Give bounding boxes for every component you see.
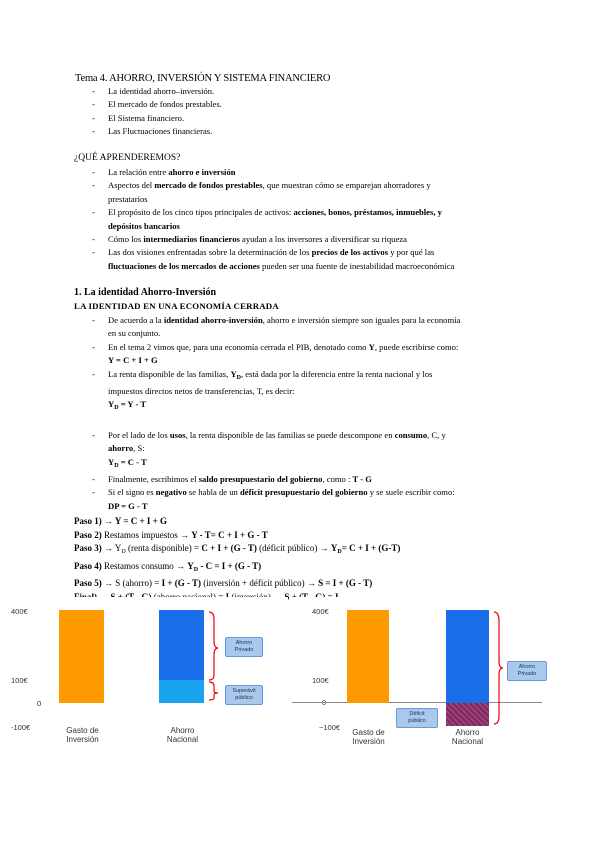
y-tick-label: 400€ bbox=[312, 607, 329, 616]
list-item: - En el tema 2 vimos que, para una economía cerrada el PIB, denotado como Y, puede escribirse como: Y = C + I + G bbox=[92, 341, 459, 366]
brace-icon bbox=[492, 611, 504, 727]
list-item: - Por el lado de los usos, la renta disponible de las familias se puede descompone en consumo, C, y ahorro, S: $Y_D = C - T$ bbox=[92, 429, 446, 469]
annotation-superavit: Superávit público bbox=[225, 685, 263, 705]
list-item: - El propósito de los cinco tipos principales de activos: acciones, bonos, préstamos, inmuebles, y depósitos bancarios bbox=[92, 207, 442, 231]
list-item: - La relación entre ahorro e inversión bbox=[92, 167, 236, 177]
list-item: - El Sistema financiero. bbox=[92, 112, 185, 123]
topics-list bbox=[75, 85, 222, 139]
step-5: Paso 5) → S (ahorro) = I + (G - T) (inversión + déficit público) → S = I + (G - T) bbox=[74, 578, 373, 589]
page-title: Tema 4. AHORRO, INVERSIÓN Y SISTEMA FINANCIERO bbox=[75, 73, 331, 84]
annotation-ahorro-privado: Ahorro Privado bbox=[225, 637, 263, 657]
list-item: - De acuerdo a la identidad ahorro-inversión, ahorro e inversión siempre son iguales para la economía en su conjunto. bbox=[92, 315, 461, 339]
y-tick-label: −100€ bbox=[319, 723, 341, 732]
bar-gasto-inversion bbox=[59, 610, 104, 703]
step-4: Paso 4) Restamos consumo → $Y_D - C = I + (G - T)$ bbox=[74, 560, 262, 573]
brace-icon bbox=[207, 611, 219, 701]
bar-ahorro-privado bbox=[446, 610, 489, 703]
list-item: - La renta disponible de las familias, $Y_D$, está dada por la diferencia entre la renta nacional y los impuestos directos netos de transferencias, T, es decir: $Y_D = Y - T$ bbox=[92, 368, 433, 412]
derivation-steps bbox=[74, 515, 400, 605]
bar-deficit-publico bbox=[446, 703, 489, 726]
list-item: - Las dos visiones enfrentadas sobre la determinación de los precios de los activos y por qué las fluctuaciones de los mercados de acciones pueden ser una fuente de inestabilidad macroeconómica bbox=[92, 247, 455, 271]
list-item: - Cómo los intermediarios financieros ayudan a los inversores a diversificar su riqueza bbox=[92, 234, 407, 245]
x-category-label: Ahorro Nacional bbox=[451, 728, 484, 746]
x-axis-baseline bbox=[292, 702, 542, 703]
bar-gasto-inversion bbox=[347, 610, 389, 703]
y-tick-label: 100€ bbox=[312, 676, 329, 685]
list-item: - Si el signo es negativo se habla de un déficit presupuestario del gobierno y se suele escribir como: DP = G - T bbox=[92, 487, 455, 511]
section-heading: 1. La identidad Ahorro-Inversión bbox=[74, 287, 217, 298]
list-item: - Las Fluctuaciones financieras. bbox=[92, 126, 213, 137]
section-subheading: LA IDENTIDAD EN UNA ECONOMÍA CERRADA bbox=[74, 301, 279, 311]
x-category-label: Gasto de Inversión bbox=[66, 726, 99, 744]
y-tick-label: 0 bbox=[37, 699, 42, 708]
bar-ahorro-privado bbox=[159, 610, 204, 680]
learn-heading: ¿QUÉ APRENDEREMOS? bbox=[74, 153, 181, 163]
x-category-label: Ahorro Nacional bbox=[166, 726, 199, 744]
y-tick-label: -100€ bbox=[11, 723, 31, 732]
step-1: Paso 1) → Y = C + I + G bbox=[74, 516, 167, 526]
chart-deficit bbox=[292, 597, 550, 747]
list-item: - La identidad ahorro–inversión. bbox=[92, 86, 215, 96]
y-tick-label: 400€ bbox=[11, 607, 28, 616]
annotation-deficit: Déficit público bbox=[396, 708, 438, 728]
learn-list bbox=[75, 166, 454, 273]
list-item: - Finalmente, escribimos el saldo presupuestario del gobierno, como : T - G bbox=[92, 474, 372, 485]
spacer bbox=[75, 416, 460, 429]
step-2: Paso 2) Restamos impuestos → Y - T= C + I + G - T bbox=[74, 529, 268, 540]
y-tick-label: 100€ bbox=[11, 676, 28, 685]
list-item: - Aspectos del mercado de fondos prestables, que muestran cómo se emparejan ahorradores y prestatarios bbox=[92, 180, 431, 204]
step-3: Paso $3) \to Y_D$ (renta disponible) = C + I + (G - T) (déficit público) → $Y_D= C + I + (G-T)$ bbox=[74, 543, 401, 556]
x-category-label: Gasto de Inversión bbox=[352, 728, 385, 746]
annotation-ahorro-privado: Ahorro Privado bbox=[507, 661, 547, 681]
bar-superavit-publico bbox=[159, 680, 204, 703]
list-item: - El mercado de fondos prestables. bbox=[92, 99, 222, 110]
chart-surplus bbox=[5, 597, 288, 747]
section1-list bbox=[75, 314, 460, 513]
